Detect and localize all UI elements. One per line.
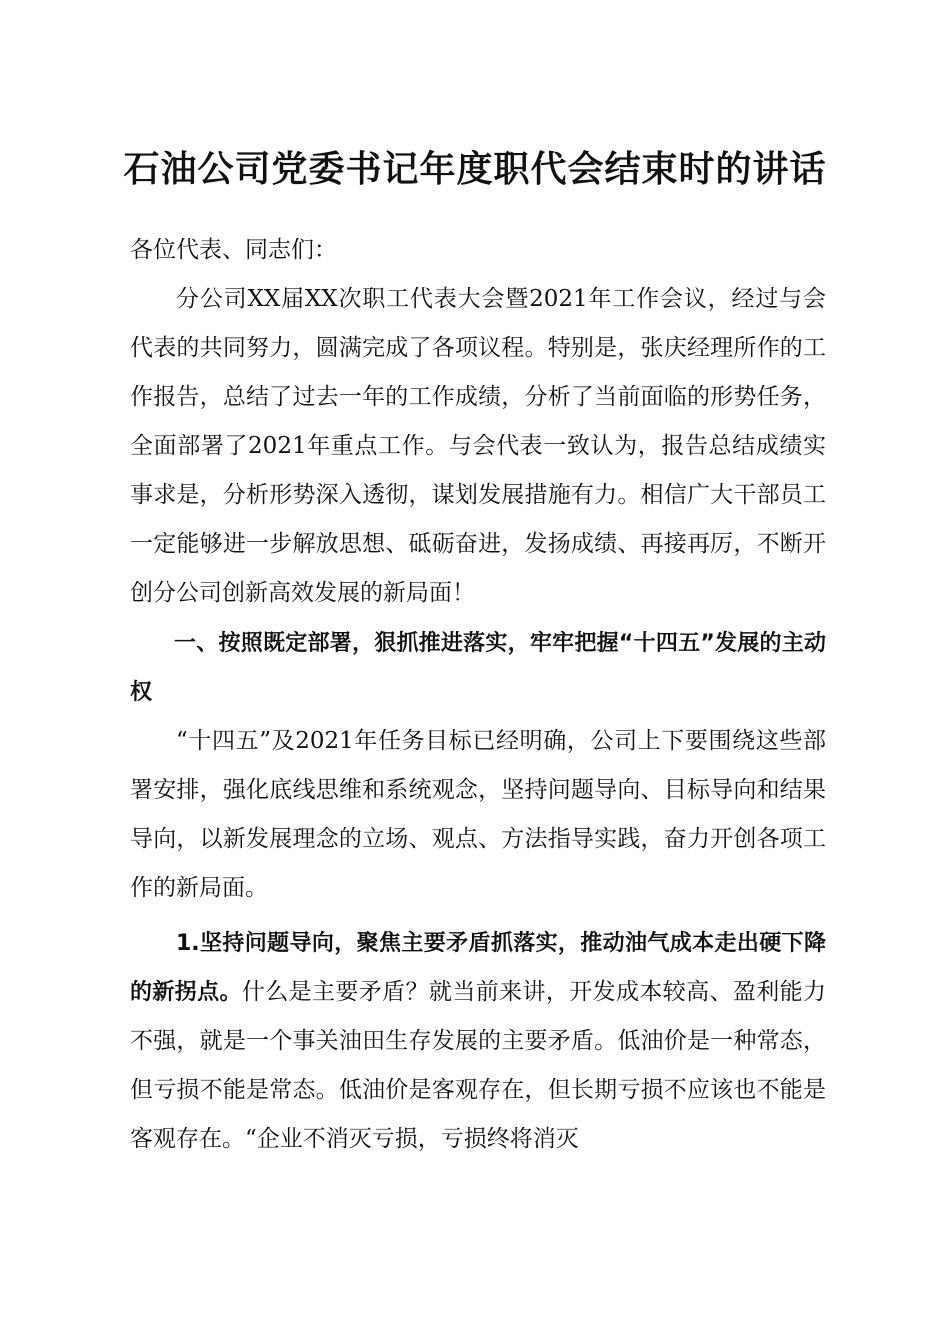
paragraph-intro: 分公司XX届XX次职工代表大会暨2021年工作会议，经过与会代表的共同努力，圆满完成了各项议程。特别是，张庆经理所作的工作报告，总结了过去一年的工作成绩，分析了当前面临的形势任务，全面部署了2021年重点工作。与会代表一致认为，报告总结成绩实事求是，分析形势深入透彻，谋划发展措施有力。相信广大干部员工一定能够进一步解放思想、砥砺奋进，发扬成绩、再接再厉，不断开创分公司创新高效发展的新局面！: [130, 286, 826, 606]
greeting: 各位代表、同志们：: [130, 237, 337, 263]
document-title: 石油公司党委书记年度职代会结束时的讲话: [123, 149, 827, 190]
document-body: [130, 226, 826, 1164]
paragraph-section-1: “十四五”及2021年任务目标已经明确，公司上下要围绕这些部署安排，强化底线思维和系统观念，坚持问题导向、目标导向和结果导向，以新发展理念的立场、观点、方法指导实践，奋力开创各项工作的新局面。: [130, 728, 826, 901]
paragraph-item-1: [130, 919, 826, 1164]
item-1-text: 什么是主要矛盾？就当前来讲，开发成本较高、盈利能力不强，就是一个事关油田生存发展的主要矛盾。低油价是一种常态，但亏损不能是常态。低油价是客观存在，但长期亏损不应该也不能是客观存在。“企业不消灭亏损，亏损终将消灭: [130, 979, 826, 1152]
item-1-lead: 1.坚持问题导向，聚焦主要矛盾抓落实，推动油气成本走出硬下降的新拐点。: [130, 931, 826, 1005]
section-heading-1: 一、按照既定部署，狠抓推进落实，牢牢把握“十四五”发展的主动权: [130, 631, 826, 705]
